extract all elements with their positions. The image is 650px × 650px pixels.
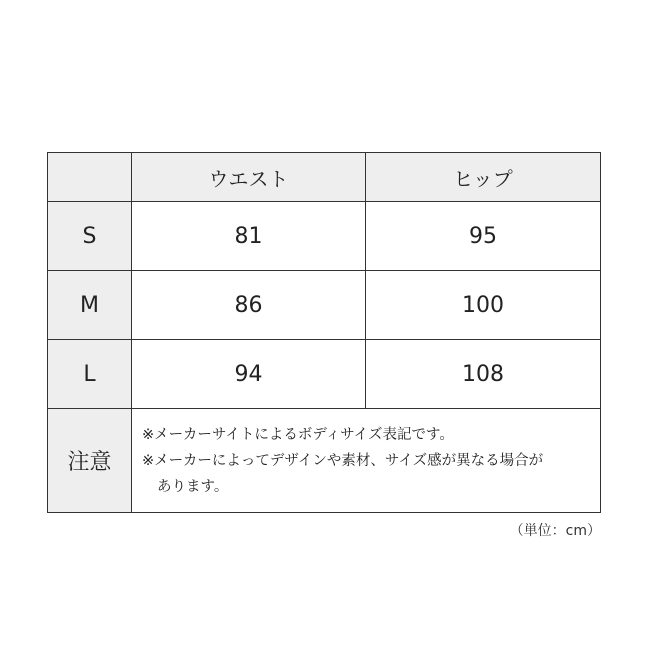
header-corner-cell (48, 153, 132, 202)
unit-label: （単位：cm） (509, 523, 601, 539)
hip-value: 95 (366, 202, 601, 271)
note-label: 注意 (48, 409, 132, 513)
size-table (47, 152, 601, 513)
note-line-1: ※メーカーサイトによるボディサイズ表記です。 (142, 426, 454, 443)
waist-value: 81 (132, 202, 366, 271)
size-label-l: L (48, 340, 132, 409)
hip-value: 100 (366, 271, 601, 340)
table-row (48, 271, 601, 340)
note-row (48, 409, 601, 513)
hip-value: 108 (366, 340, 601, 409)
table-row (48, 340, 601, 409)
size-label-m: M (48, 271, 132, 340)
waist-value: 86 (132, 271, 366, 340)
size-label-s: S (48, 202, 132, 271)
note-text (132, 409, 601, 513)
table-row (48, 202, 601, 271)
header-hip: ヒップ (366, 153, 601, 202)
note-line-3: あります。 (157, 478, 229, 495)
header-waist: ウエスト (132, 153, 366, 202)
header-row (48, 153, 601, 202)
note-line-2: ※メーカーによってデザインや素材、サイズ感が異なる場合が (142, 452, 544, 469)
waist-value: 94 (132, 340, 366, 409)
